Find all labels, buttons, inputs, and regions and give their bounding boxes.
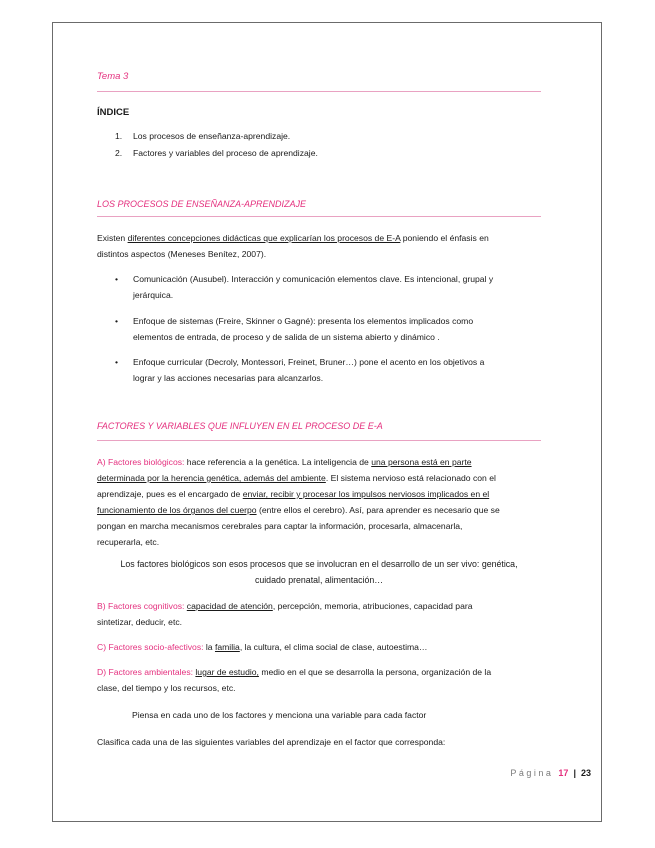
factor-ambientales bbox=[97, 664, 541, 696]
page-number: 17 bbox=[558, 768, 569, 778]
factor-label: A) Factores biológicos: bbox=[97, 457, 185, 467]
indice-item-label: Factores y variables del proceso de aprendizaje. bbox=[133, 148, 318, 158]
factor-text: hace referencia a la genética. La inteligencia de bbox=[184, 457, 372, 467]
footer-label: Página bbox=[510, 768, 554, 778]
factor-cognitivos bbox=[97, 598, 541, 630]
indice-item-number: 1. bbox=[115, 131, 123, 141]
factor-underlined: funcionamiento de los órganos del cuerpo bbox=[97, 505, 257, 515]
factor-text: clase, del tiempo y los recursos, etc. bbox=[97, 683, 236, 693]
factor-text: la bbox=[203, 642, 215, 652]
factor-underlined: determinada por la herencia genética, además del ambiente bbox=[97, 473, 326, 483]
factor-label: D) Factores ambientales: bbox=[97, 667, 193, 677]
note-line: Los factores biológicos son esos procesos que se involucran en el desarrollo de un ser vivo: genética, bbox=[120, 559, 518, 569]
tema-header: Tema 3 bbox=[97, 71, 129, 82]
bullet-line: Enfoque curricular (Decroly, Montessori, Freinet, Bruner…) pone el acento en los objetivos a bbox=[133, 357, 485, 367]
factor-underlined: una persona está en parte bbox=[371, 457, 472, 467]
bullet-dot-icon: • bbox=[115, 316, 119, 326]
factor-label: B) Factores cognitivos: bbox=[97, 601, 185, 611]
section2-heading: FACTORES Y VARIABLES QUE INFLUYEN EN EL PROCESO DE E-A bbox=[97, 421, 383, 431]
footer-separator: | bbox=[573, 768, 576, 778]
bullet-dot-icon: • bbox=[115, 357, 119, 367]
page-footer bbox=[510, 768, 591, 778]
bullet-line: Enfoque de sistemas (Freire, Skinner o Gagné): presenta los elementos implicados como bbox=[133, 316, 474, 326]
factor-underlined: capacidad de atención bbox=[186, 601, 273, 611]
indice-item bbox=[115, 128, 290, 144]
intro-underlined: diferentes concepciones didácticas que explicarían los procesos de E-A bbox=[127, 233, 401, 243]
note-line: cuidado prenatal, alimentación… bbox=[254, 575, 384, 585]
page-total: 23 bbox=[580, 768, 591, 778]
indice-item bbox=[115, 145, 318, 161]
factor-text: sintetizar, deducir, etc. bbox=[97, 617, 183, 627]
factor-underlined: lugar de estudio, bbox=[195, 667, 259, 677]
task-instruction-2: Clasifica cada una de las siguientes variables del aprendizaje en el factor que corresponda: bbox=[97, 737, 446, 747]
factor-text: aprendizaje, pues es el encargado de bbox=[97, 489, 243, 499]
factor-underlined: enviar, recibir y procesar los impulsos nerviosos implicados en el bbox=[242, 489, 490, 499]
factor-text: pongan en marcha mecanismos cerebrales para captar la información, procesarla, almacenarla, bbox=[97, 521, 463, 531]
indice-item-label: Los procesos de enseñanza-aprendizaje. bbox=[133, 131, 291, 141]
indice-title: ÍNDICE bbox=[97, 107, 130, 118]
factor-underlined: familia bbox=[214, 642, 240, 652]
indice-item-number: 2. bbox=[115, 148, 123, 158]
factor-text: , la cultura, el clima social de clase, autoestima… bbox=[239, 642, 428, 652]
bullet-line: lograr y las acciones necesarias para alcanzarlos. bbox=[133, 373, 324, 383]
factor-text: (entre ellos el cerebro). Así, para aprender es necesario que se bbox=[256, 505, 500, 515]
section2-rule bbox=[97, 440, 541, 441]
factor-biologicos bbox=[97, 454, 541, 550]
section1-rule bbox=[97, 216, 541, 217]
factor-socio-afectivos bbox=[97, 639, 541, 655]
intro-text: Existen bbox=[97, 233, 128, 243]
header-rule bbox=[97, 91, 541, 92]
factor-text: , percepción, memoria, atribuciones, capacidad para bbox=[272, 601, 473, 611]
document-page bbox=[52, 22, 602, 822]
biologicos-note bbox=[77, 556, 561, 588]
bullet-line: Comunicación (Ausubel). Interacción y comunicación elementos clave. Es intencional, grupal y bbox=[133, 274, 494, 284]
bullet-dot-icon: • bbox=[115, 274, 119, 284]
factor-label: C) Factores socio-afectivos: bbox=[97, 642, 204, 652]
section1-heading: LOS PROCESOS DE ENSEÑANZA-APRENDIZAJE bbox=[97, 199, 307, 209]
task-instruction-1: Piensa en cada uno de los factores y menciona una variable para cada factor bbox=[132, 710, 427, 720]
section1-intro bbox=[97, 230, 541, 262]
factor-text: medio en el que se desarrolla la persona, organización de la bbox=[258, 667, 492, 677]
intro-text-end: poniendo el énfasis en bbox=[400, 233, 489, 243]
bullet-line: elementos de entrada, de proceso y de salida de un sistema abierto y dinámico . bbox=[133, 332, 440, 342]
intro-line2: distintos aspectos (Meneses Benítez, 2007). bbox=[97, 249, 267, 259]
factor-text: . El sistema nervioso está relacionado con el bbox=[325, 473, 496, 483]
bullet-line: jerárquica. bbox=[133, 290, 174, 300]
factor-text: recuperarla, etc. bbox=[97, 537, 160, 547]
